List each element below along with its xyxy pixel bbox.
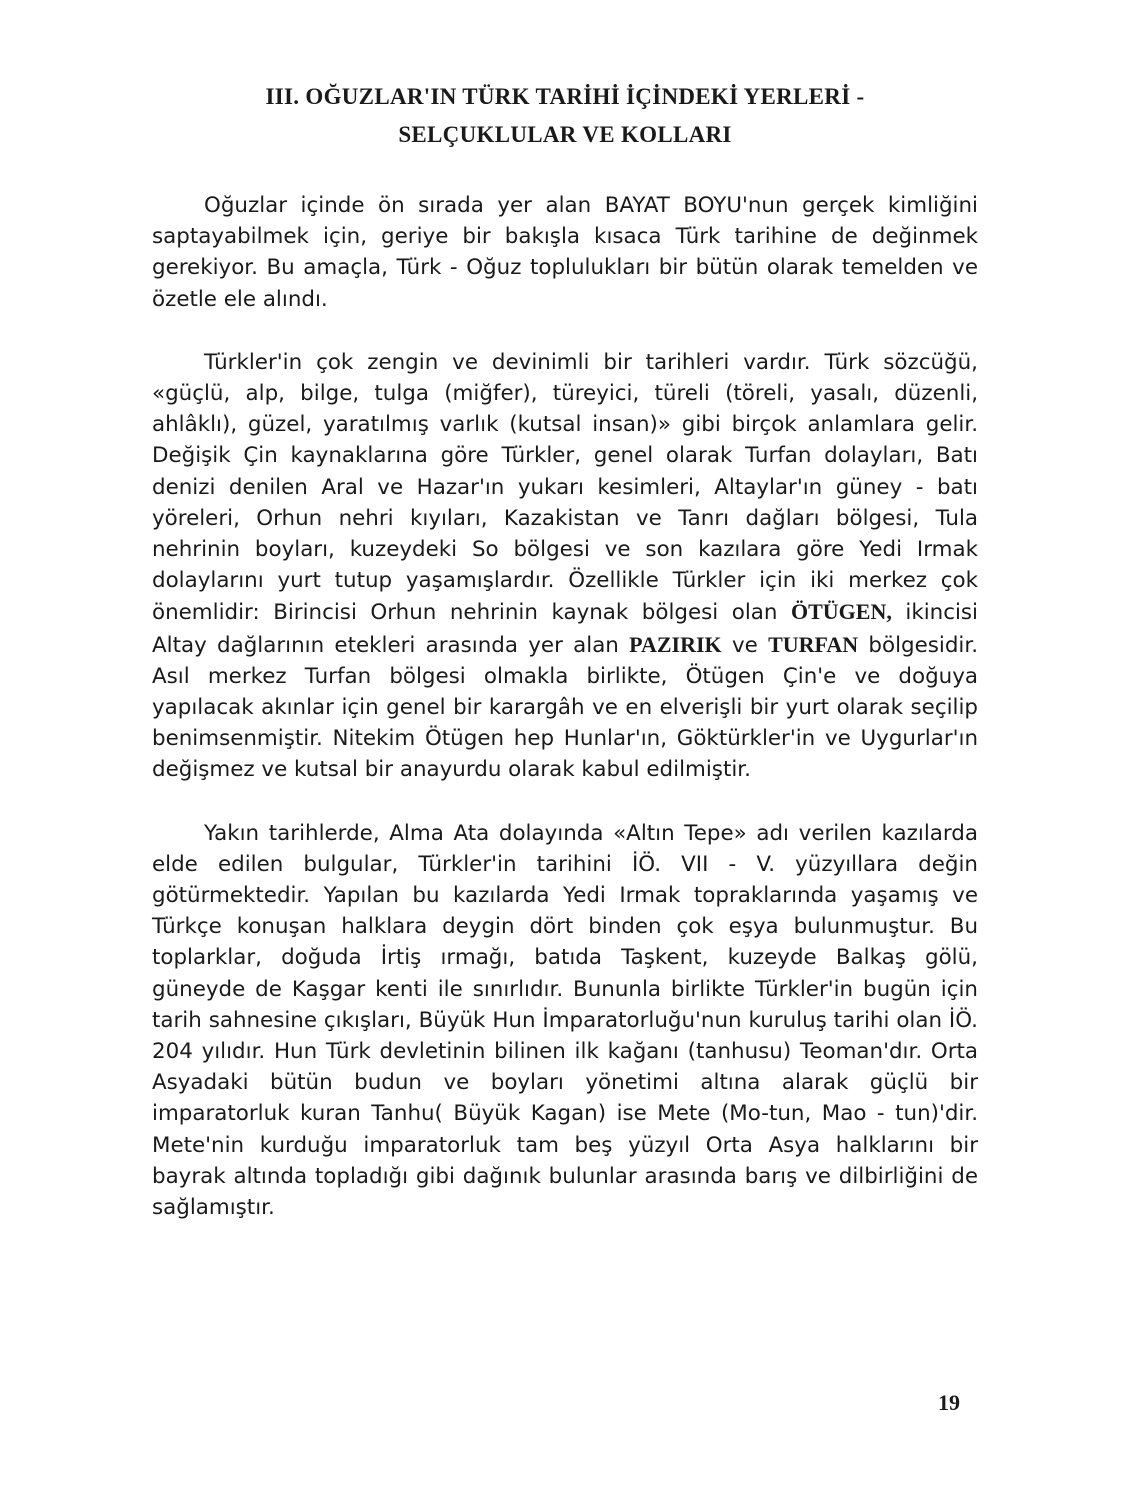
paragraph-2-text-c: ve xyxy=(731,632,758,658)
paragraph-3: Yakın tarihlerde, Alma Ata dolayında «Altın Tepe» adı verilen kazılarda elde edilen bulgular, Türkler'in tarihini İÖ. VII - V. yüzyıllara değin götürmektedir. Yapılan bu kazılarda Yedi Irmak topraklarında yaşamış ve Türkçe konuşan halklara deygin dört binden çok eşya bulunmuştur. Bu toplarklar, doğuda İrtiş ırmağı, batıda Taşkent, kuzeyde Balkaş gölü, güneyde de Kaşgar kenti ile sınırlıdır. Bununla birlikte Türkler'in bugün için tarih sahnesine çıkışları, Büyük Hun İmparatorluğu'nun kuruluş tarihi olan İÖ. 204 yılıdır. Hun Türk devletinin bilinen ilk kağanı (tanhusu) Teoman'dır. Orta Asyadaki bütün budun ve boyları yönetimi altına alarak güçlü bir imparatorluk kuran Tanhu( Büyük Kagan) ise Mete (Mo-tun, Mao - tun)'dir. Mete'nin kurduğu imparatorluk tam beş yüzyıl Orta Asya halklarını bir bayrak altında topladığı gibi dağınık bulunlar arasında barış ve dilbirliğini de sağlamıştır. xyxy=(152,820,978,1221)
chapter-heading-line-2: SELÇUKLULAR VE KOLLARI xyxy=(398,122,732,147)
bold-term-pazirik: PAZIRIK xyxy=(629,631,722,657)
paragraph-1: Oğuzlar içinde ön sırada yer alan BAYAT BOYU'nun gerçek kimliğini saptayabilmek için, geriye bir bakışla kısaca Türk tarihine de değinmek gerekiyor. Bu amaçla, Türk - Oğuz toplulukları bir bütün olarak temelden ve özetle ele alındı. xyxy=(152,193,978,312)
chapter-heading xyxy=(152,78,978,154)
paragraph-2-text-a: Türkler'in çok zengin ve devinimli bir tarihleri vardır. Türk sözcüğü, «güçlü, alp, bilge, tulga (miğfer), türeyici, türeli (töreli, yasalı, düzenli, ahlâklı), güzel, yaratılmış varlık (kutsal insan)» gibi birçok anlamlara gelir. Değişik Çin kaynaklarına göre Türkler, genel olarak Turfan dolayları, Batı denizi denilen Aral ve Hazar'ın yukarı kesimleri, Altaylar'ın güney - batı yöreleri, Orhun nehri kıyıları, Kazakistan ve Tanrı dağları bölgesi, Tula nehrinin boyları, kuzeydeki So bölgesi ve son kazılara göre Yedi Irmak dolaylarını yurt tutup yaşamışlardır. Özellikle Türkler için iki merkez çok önemlidir: Birincisi Orhun nehrinin kaynak bölgesi olan xyxy=(152,349,978,626)
body-text xyxy=(152,190,978,1223)
page-number: 19 xyxy=(938,1390,960,1415)
chapter-heading-line-1: III. OĞUZLAR'IN TÜRK TARİHİ İÇİNDEKİ YERLERİ - xyxy=(265,84,865,109)
bold-term-otugen: ÖTÜGEN, xyxy=(790,599,892,625)
paragraph-2-text-b: ikincisi Altay dağlarının etekleri arasında yer alan xyxy=(152,600,978,658)
paragraph-2 xyxy=(152,347,978,786)
paragraph-2-text-d: bölgesidir. Asıl merkez Turfan bölgesi olmakla birlikte, Ötügen Çin'e ve doğuya yapılacak akınlar için genel bir karargâh ve en elverişli bir yurt olarak seçilip benimsenmiştir. Nitekim Ötügen hep Hunlar'ın, Göktürkler'in ve Uygurlar'ın değişmez ve kutsal bir anayurdu olarak kabul edilmiştir. xyxy=(152,632,978,783)
book-page xyxy=(152,78,978,1223)
bold-term-turfan: TURFAN xyxy=(768,631,859,657)
